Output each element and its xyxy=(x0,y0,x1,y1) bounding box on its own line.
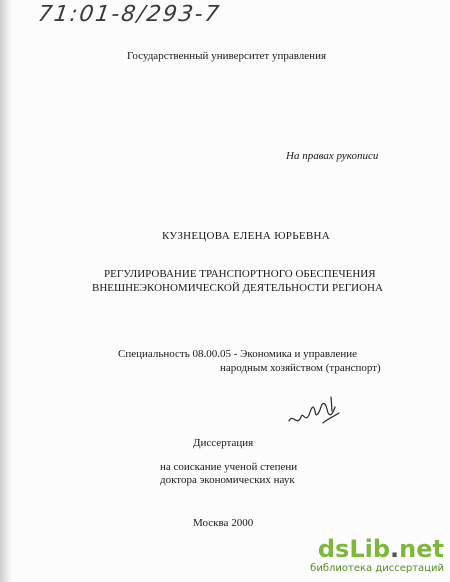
work-type: Диссертация xyxy=(193,437,254,449)
degree-line-2: доктора экономических наук xyxy=(160,474,295,486)
dslib-watermark xyxy=(310,537,444,574)
rights-notice: На правах рукописи xyxy=(286,150,379,162)
watermark-logo-main: dsLib xyxy=(317,535,391,563)
archive-code: 71:01-8/293-7 xyxy=(36,2,223,27)
author-name: КУЗНЕЦОВА ЕЛЕНА ЮРЬЕВНА xyxy=(162,230,330,242)
place-year: Москва 2000 xyxy=(193,517,254,529)
title-line-2: ВНЕШНЕЭКОНОМИЧЕСКОЙ ДЕЯТЕЛЬНОСТИ РЕГИОНА xyxy=(92,282,383,294)
specialty-line-2: народным хозяйством (транспорт) xyxy=(220,362,381,374)
watermark-logo-tld: net xyxy=(399,535,444,563)
university-name: Государственный университет управления xyxy=(127,50,327,62)
title-line-1: РЕГУЛИРОВАНИЕ ТРАНСПОРТНОГО ОБЕСПЕЧЕНИЯ xyxy=(104,268,376,280)
watermark-logo-dot: . xyxy=(390,535,400,563)
degree-line-1: на соискание ученой степени xyxy=(160,461,298,473)
signature-icon xyxy=(285,393,345,433)
page-edge-shadow xyxy=(0,0,12,582)
watermark-logo xyxy=(310,537,444,561)
specialty-line-1: Специальность 08.00.05 - Экономика и управление xyxy=(118,348,358,360)
watermark-subtitle: библиотека диссертаций xyxy=(310,563,444,574)
